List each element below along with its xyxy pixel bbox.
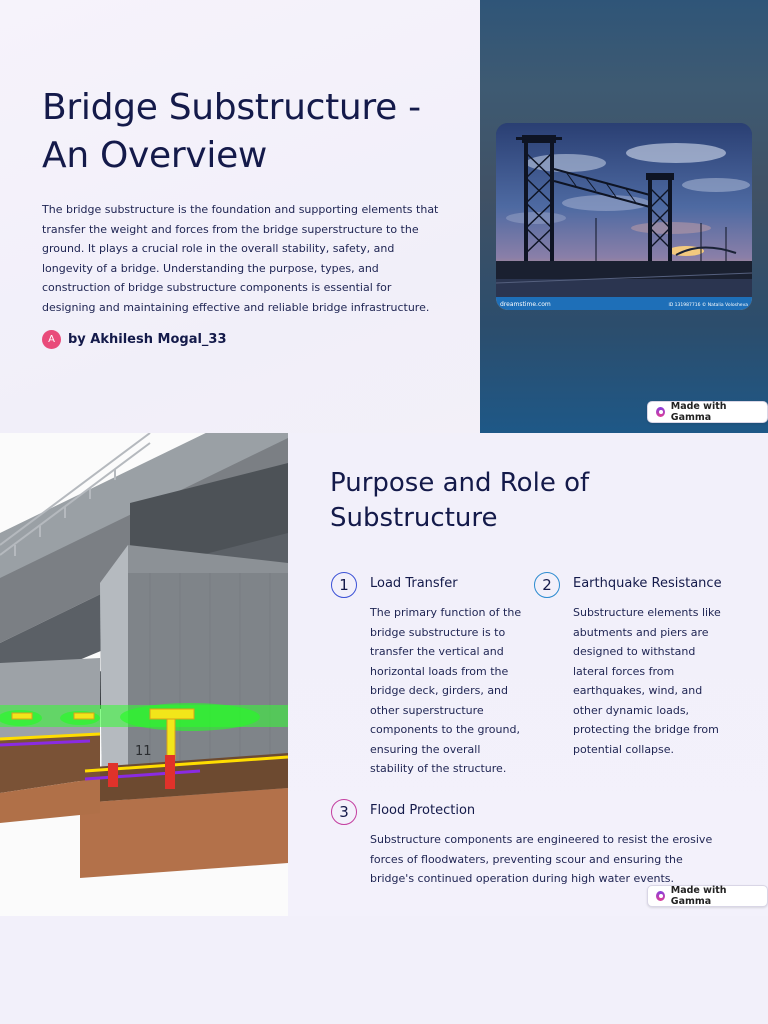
avatar: A (42, 330, 61, 349)
slide-description: The bridge substructure is the foundation and supporting elements that transfer the weight and forces from the bridge superstructure to the ground. It plays a crucial role in the overall stability, safety, and longevity of a bridge. Understanding the purpose, types, and construction of bridge substructure components is essential for designing and maintaining effective and reliable bridge infrastructure. (42, 203, 439, 314)
author-byline (42, 330, 227, 349)
section-title: Purpose and Role of Substructure (330, 468, 590, 533)
made-with-gamma-badge[interactable] (647, 401, 768, 423)
photo-caption-left: dreamstime.com (500, 301, 551, 308)
photo-caption-right: ID 131987716 © Natalia Volosheva (668, 303, 748, 308)
item-flood-protection (331, 799, 741, 899)
badge-label: Made with Gamma (670, 885, 727, 907)
made-with-gamma-badge[interactable] (647, 885, 768, 907)
item-text: Substructure elements like abutments and piers are designed to withstand lateral forces from earthquakes, wind, and other dynamic loads, protecting the bridge from potential collapse. (573, 606, 721, 756)
item-earthquake-resistance (534, 572, 754, 772)
slide-title: Bridge Substructure - An Overview (42, 87, 421, 176)
bridge-photo (496, 123, 752, 310)
item-title: Earthquake Resistance (573, 576, 722, 591)
substructure-render-image (0, 433, 288, 916)
gamma-logo-icon (656, 891, 665, 901)
slide-overview (0, 0, 768, 433)
gamma-logo-icon (656, 407, 665, 417)
number-badge-3: 3 (331, 799, 357, 825)
item-title: Flood Protection (370, 803, 476, 818)
item-text: Substructure components are engineered to resist the erosive forces of floodwaters, preventing scour and ensuring the bridge's continued operation during high water events. (370, 833, 713, 885)
slide-purpose (0, 433, 768, 916)
next-slide-edge (0, 916, 768, 1024)
badge-label: Made with Gamma (670, 401, 727, 423)
item-load-transfer (331, 572, 531, 775)
pier-label: 11 (135, 744, 152, 759)
number-badge-2: 2 (534, 572, 560, 598)
number-badge-1: 1 (331, 572, 357, 598)
author-name: by Akhilesh Mogal_33 (68, 332, 227, 347)
item-text: The primary function of the bridge substructure is to transfer the vertical and horizontal loads from the bridge deck, girders, and other superstructure components to the ground, ensuring the overall stability of the structure. (370, 606, 522, 775)
item-title: Load Transfer (370, 576, 458, 591)
